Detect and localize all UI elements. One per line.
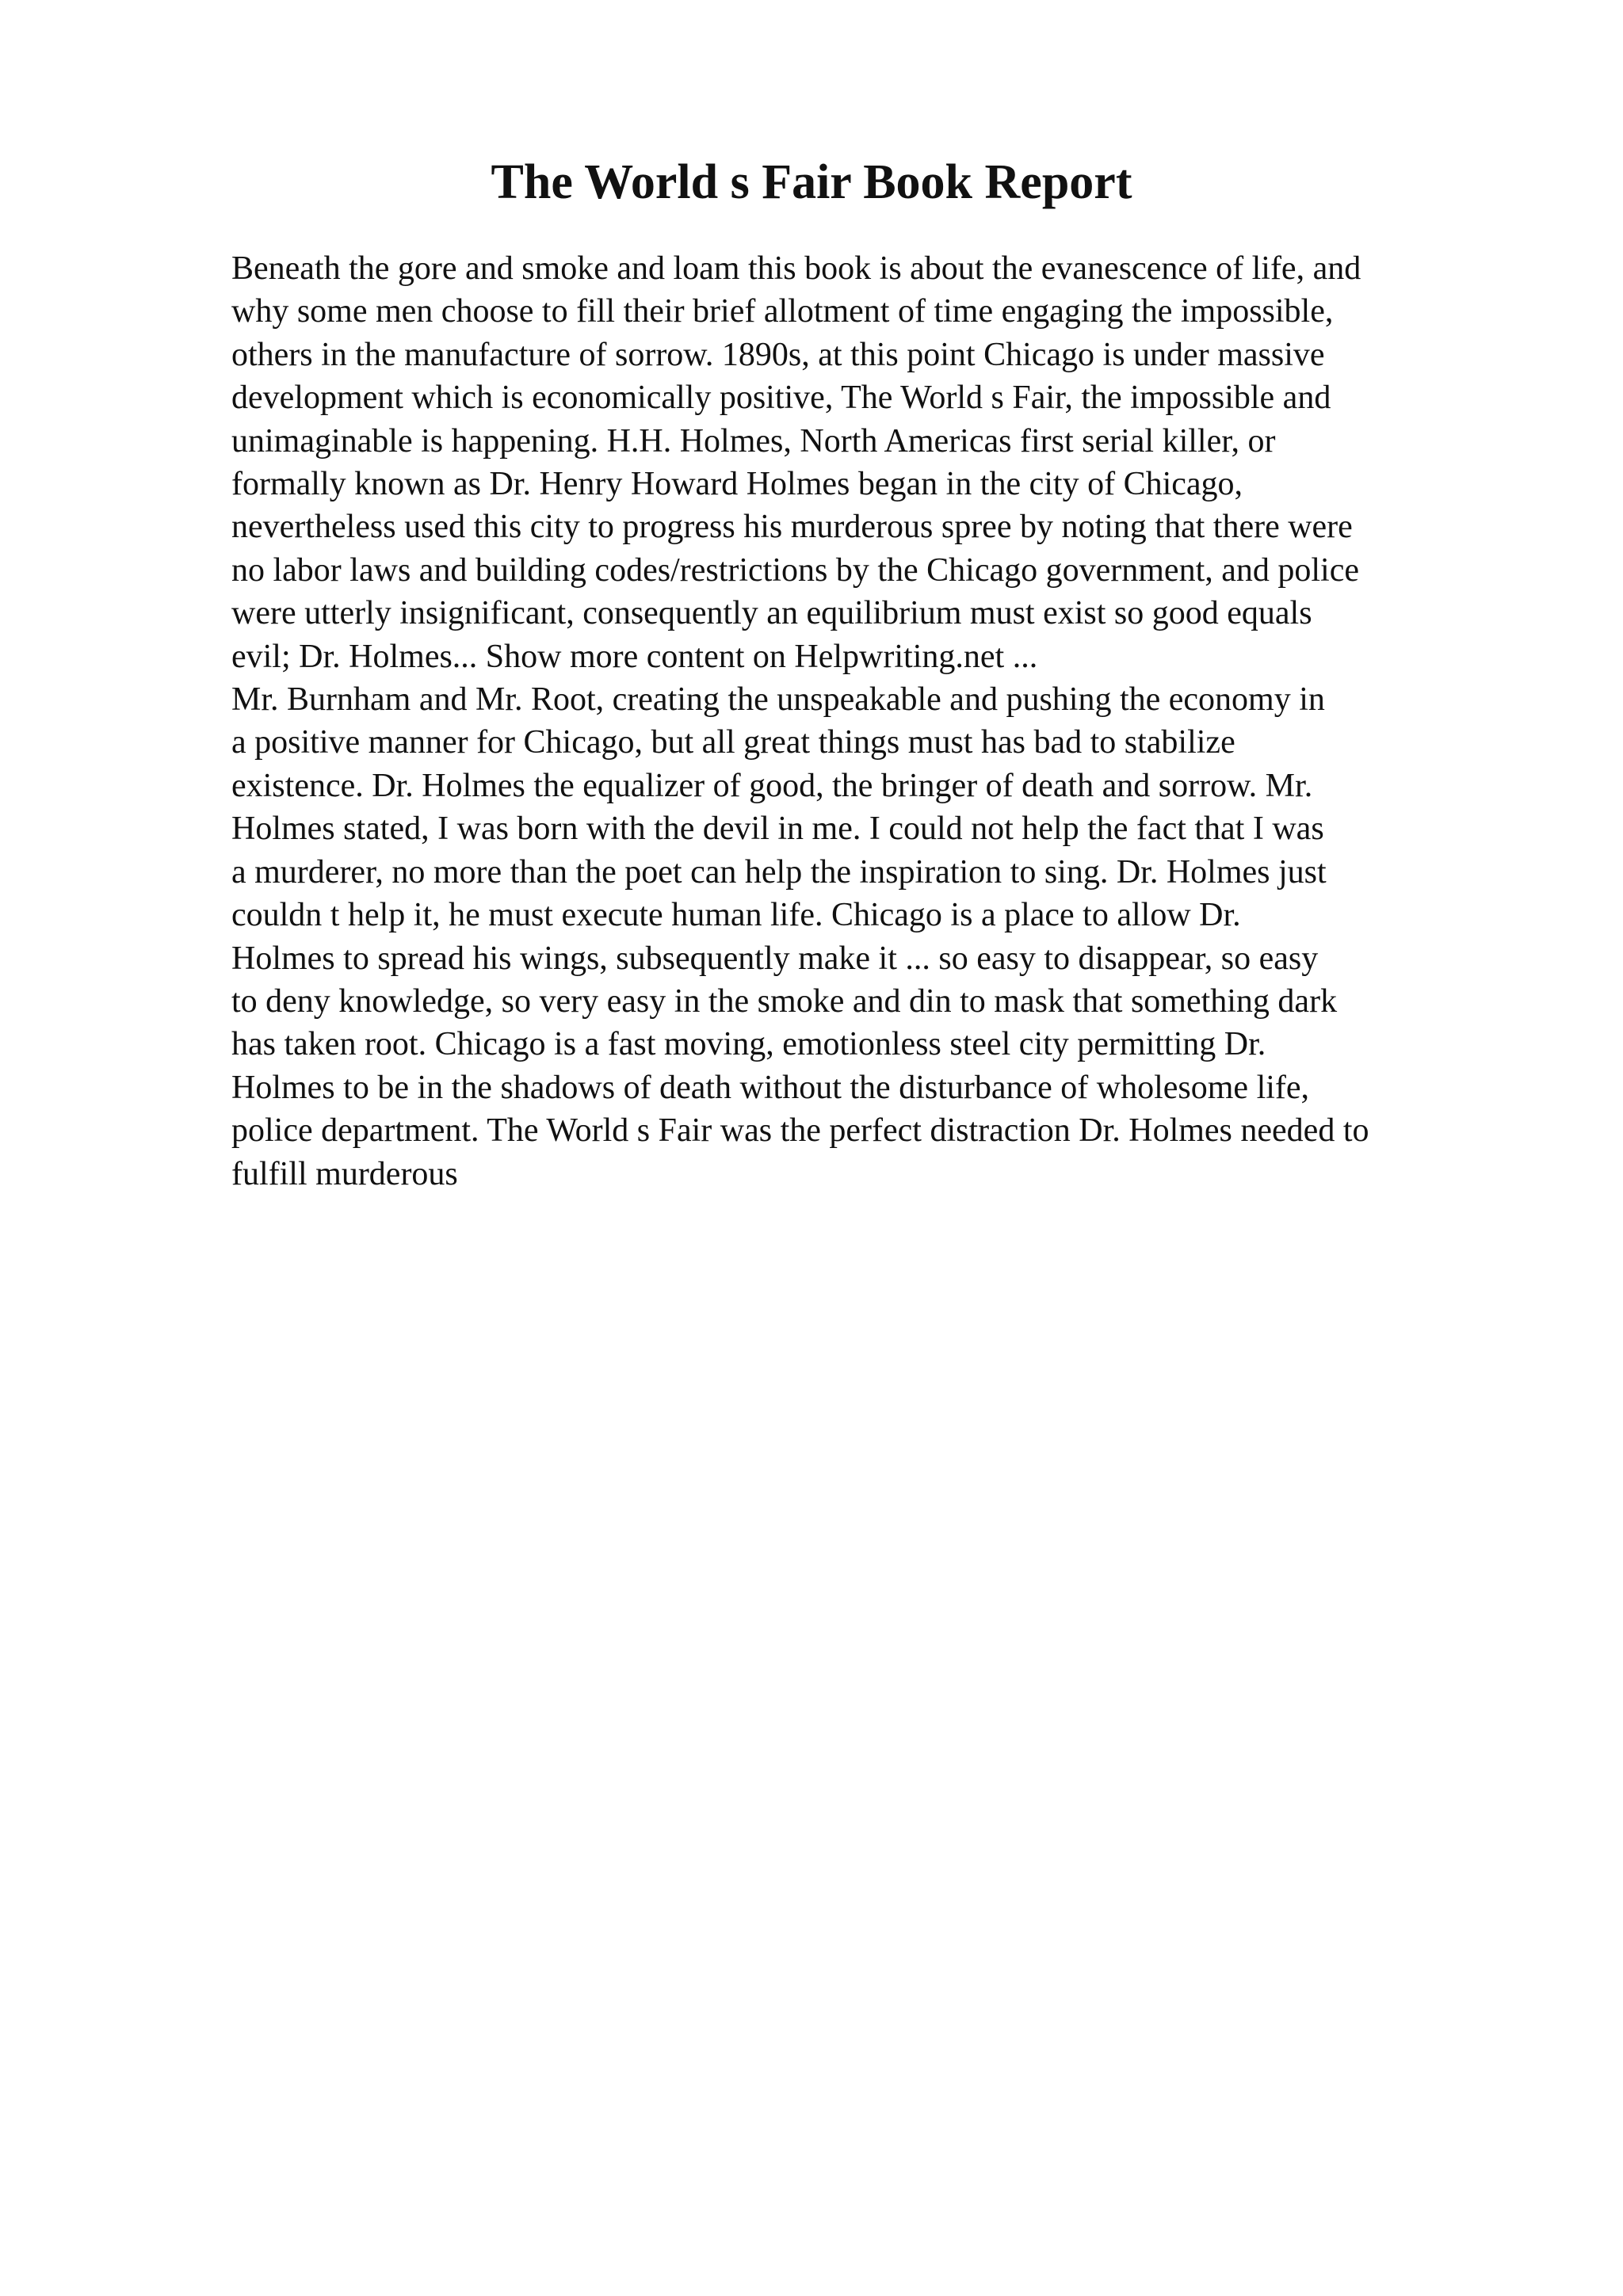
text-line: were utterly insignificant, consequently an equilibrium must exist so good equals	[231, 595, 1312, 632]
text-line: existence. Dr. Holmes the equalizer of good, the bringer of death and sorrow. Mr.	[231, 767, 1313, 804]
text-line: has taken root. Chicago is a fast moving, emotionless steel city permitting Dr.	[231, 1026, 1266, 1063]
text-line: why some men choose to fill their brief allotment of time engaging the impossible,	[231, 293, 1334, 330]
text-line: evil; Dr. Holmes... Show more content on Helpwriting.net ...	[231, 638, 1038, 675]
text-line: fulfill murderous	[231, 1155, 458, 1192]
text-line: Holmes to spread his wings, subsequently make it ... so easy to disappear, so easy	[231, 940, 1319, 977]
text-line: Holmes stated, I was born with the devil in me. I could not help the fact that I was	[231, 810, 1324, 848]
document-title: The World s Fair Book Report	[491, 155, 1132, 209]
text-line: a positive manner for Chicago, but all great things must has bad to stabilize	[231, 724, 1235, 761]
text-line: to deny knowledge, so very easy in the smoke and din to mask that something dark	[231, 982, 1338, 1020]
document-body	[231, 247, 1594, 1196]
text-line: couldn t help it, he must execute human life. Chicago is a place to allow Dr.	[231, 897, 1241, 934]
text-line: no labor laws and building codes/restrictions by the Chicago government, and police	[231, 551, 1359, 589]
text-line: Beneath the gore and smoke and loam this book is about the evanescence of life, and	[231, 250, 1361, 287]
text-line: police department. The World s Fair was the perfect distraction Dr. Holmes needed to	[231, 1112, 1369, 1150]
paragraph	[231, 678, 1594, 1196]
text-line: formally known as Dr. Henry Howard Holmes began in the city of Chicago,	[231, 466, 1243, 503]
text-line: development which is economically positive, The World s Fair, the impossible and	[231, 379, 1331, 417]
paragraph	[231, 247, 1594, 678]
text-line: unimaginable is happening. H.H. Holmes, North Americas first serial killer, or	[231, 422, 1276, 460]
text-line: a murderer, no more than the poet can help the inspiration to sing. Dr. Holmes just	[231, 853, 1327, 891]
text-line: Holmes to be in the shadows of death without the disturbance of wholesome life,	[231, 1069, 1310, 1106]
text-line: nevertheless used this city to progress his murderous spree by noting that there were	[231, 509, 1353, 546]
text-line: Mr. Burnham and Mr. Root, creating the unspeakable and pushing the economy in	[231, 681, 1325, 719]
text-line: others in the manufacture of sorrow. 1890s, at this point Chicago is under massive	[231, 336, 1325, 373]
